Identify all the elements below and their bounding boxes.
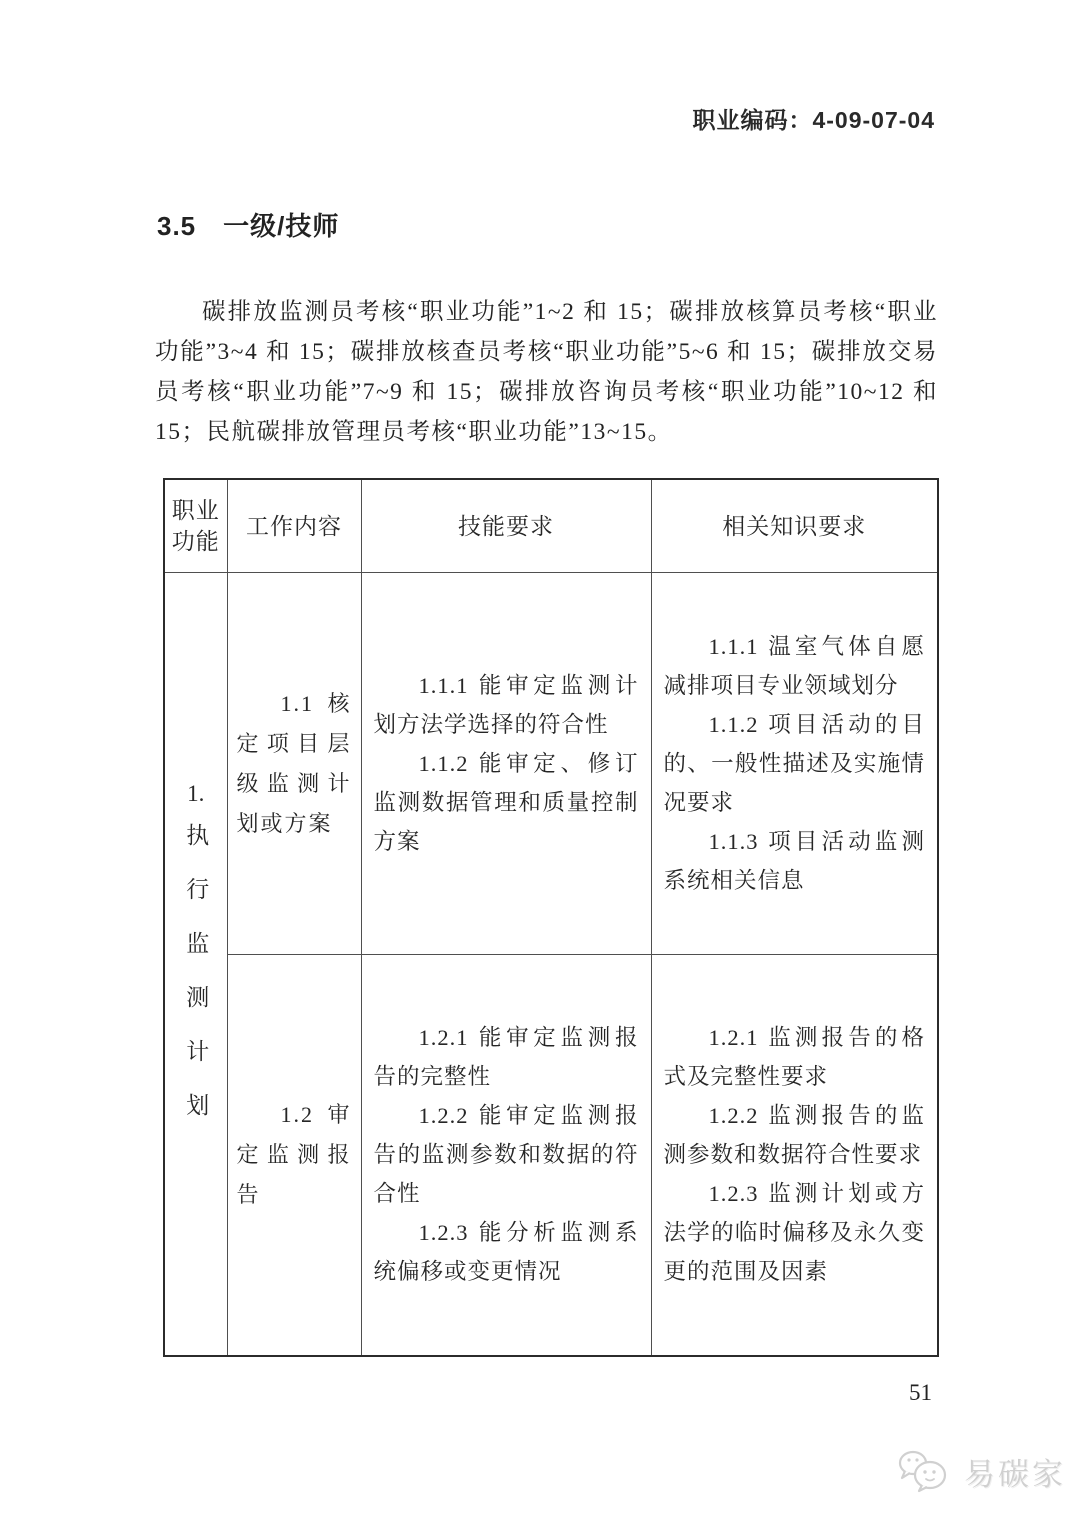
knowledge-item: 1.2.3 监测计划或方法学的临时偏移及永久变更的范围及因素 (663, 1181, 925, 1285)
header-knowledge-requirements: 相关知识要求 (651, 479, 938, 573)
knowledge-item: 1.2.1 监测报告的格式及完整性要求 (663, 1025, 925, 1090)
header-occupational-function: 职业功能 (164, 479, 227, 573)
skill-item: 1.1.1 能审定监测计划方法学选择的符合性 (373, 673, 639, 737)
skill-requirements-cell (361, 573, 651, 955)
skill-item: 1.1.2 能审定、修订监测数据管理和质量控制方案 (373, 751, 639, 854)
work-content-text: 1.1 核定项目层级监测计划或方案 (236, 690, 352, 836)
knowledge-item: 1.1.3 项目活动监测系统相关信息 (663, 829, 925, 893)
function-group-label: 执行监测计划 (183, 822, 209, 1147)
knowledge-item: 1.2.2 监测报告的监测参数和数据符合性要求 (663, 1103, 925, 1168)
header-skill-requirements: 技能要求 (361, 479, 651, 573)
table-row (164, 573, 938, 955)
skill-item: 1.2.3 能分析监测系统偏移或变更情况 (373, 1220, 639, 1285)
watermark (896, 1448, 1066, 1494)
function-group-number: 1. (187, 780, 205, 806)
skill-item: 1.2.1 能审定监测报告的完整性 (373, 1025, 639, 1090)
table-header-row (164, 479, 938, 573)
function-group-cell (164, 573, 227, 1356)
knowledge-item: 1.1.2 项目活动的目的、一般性描述及实施情况要求 (663, 712, 925, 815)
intro-paragraph: 碳排放监测员考核“职业功能”1~2 和 15；碳排放核算员考核“职业功能”3~4 和 15；碳排放核查员考核“职业功能”5~6 和 15；碳排放交易员考核“职业功能”7~9 和 15；碳排放咨询员考核“职业功能”10~12 和 15；民航碳排放管理员考核“职业功能”13~15。 (155, 298, 938, 445)
work-content-cell (227, 955, 361, 1356)
requirements-table (163, 478, 939, 1357)
skill-item: 1.2.2 能审定监测报告的监测参数和数据的符合性 (373, 1103, 639, 1207)
watermark-label: 易碳家 (964, 1456, 1066, 1492)
knowledge-item: 1.1.1 温室气体自愿减排项目专业领域划分 (663, 634, 925, 698)
work-content-text: 1.2 审定监测报告 (236, 1101, 352, 1207)
occupation-code: 职业编码：4-09-07-04 (692, 107, 935, 133)
skill-requirements-cell (361, 955, 651, 1356)
wechat-icon (896, 1448, 954, 1494)
knowledge-requirements-cell (651, 955, 938, 1356)
knowledge-requirements-cell (651, 573, 938, 955)
work-content-cell (227, 573, 361, 955)
table-row (164, 955, 938, 1356)
section-title: 3.5 一级/技师 (157, 211, 340, 241)
page-number: 51 (909, 1380, 932, 1405)
header-work-content: 工作内容 (227, 479, 361, 573)
